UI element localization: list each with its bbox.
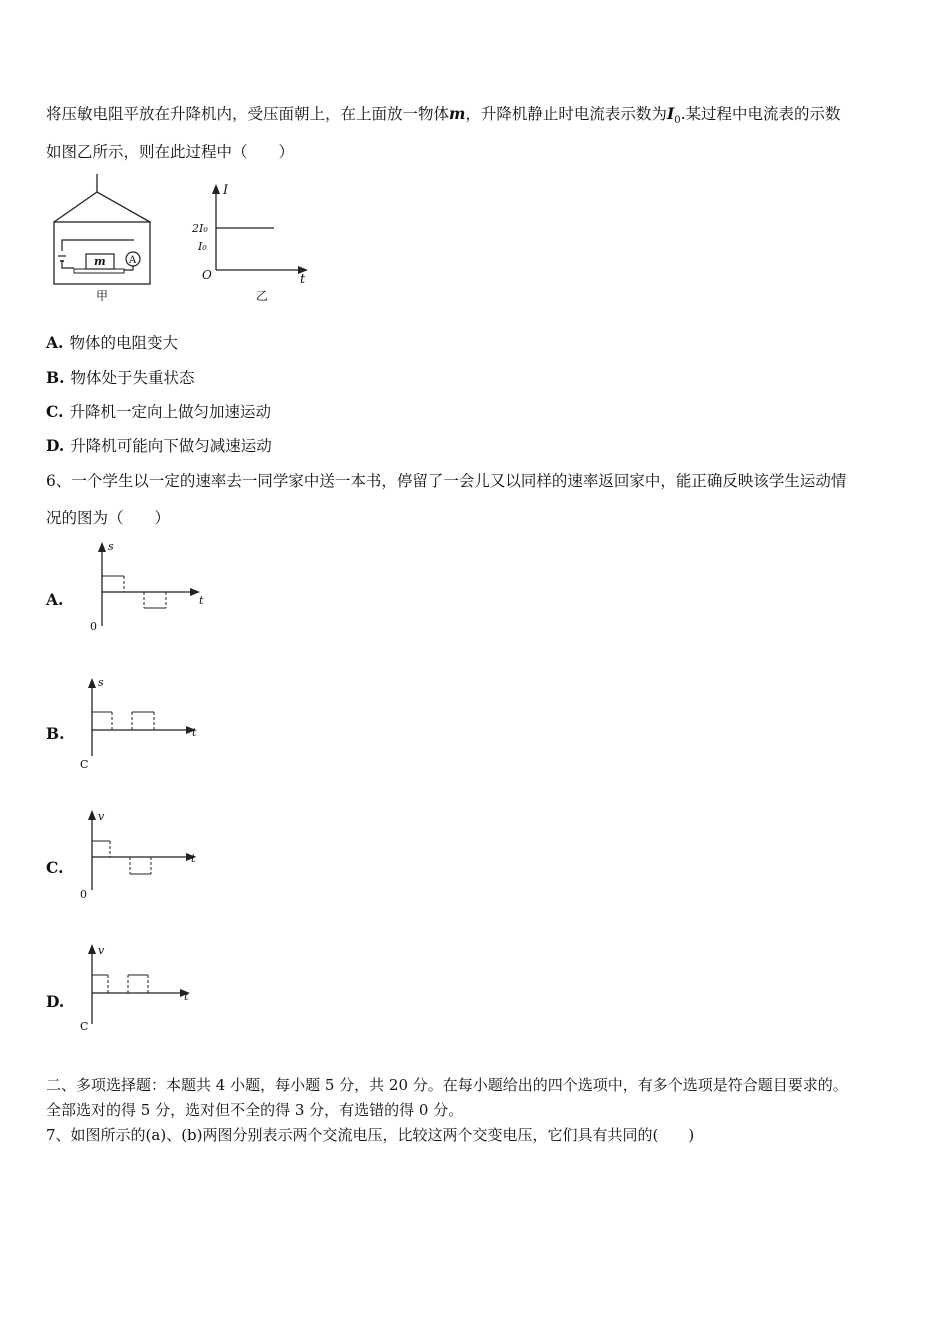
- q6-stem-line2: 况的图为（ ）: [46, 509, 171, 527]
- q6-graph-d: [76, 940, 201, 1040]
- y-axis-label: s: [98, 676, 104, 689]
- origin-label: C: [80, 1020, 89, 1033]
- x-axis-label: t: [191, 852, 196, 865]
- y-axis-label: v: [98, 810, 105, 823]
- caption-yi: 乙: [256, 289, 269, 303]
- q6-graph-c: [76, 806, 201, 906]
- y-axis-label: v: [98, 944, 105, 957]
- q5-stem-line2: 如图乙所示，则在此过程中（ ）: [46, 143, 295, 161]
- section2-line2: 全部选对的得 5 分，选对但不全的得 3 分，有选错的得 0 分。: [46, 1101, 464, 1119]
- mass-label: m: [94, 255, 106, 268]
- x-axis-label: t: [192, 726, 197, 739]
- q6-stem-line1: 6、一个学生以一定的速率去一同学家中送一本书，停留了一会儿又以同样的速率返回家中，能正确反映该学生运动情: [46, 472, 847, 490]
- x-axis-label: t: [199, 594, 204, 607]
- origin-label: O: [202, 268, 212, 282]
- section2-line1: 二、多项选择题：本题共 4 小题，每小题 5 分，共 20 分。在每小题给出的四个选项中，有多个选项是符合题目要求的。: [46, 1076, 848, 1094]
- tick-i0: I₀: [198, 240, 207, 253]
- q5-option-a[interactable]: A. 物体的电阻变大: [46, 333, 178, 352]
- x-axis-label: t: [300, 272, 306, 287]
- q6-graph-b: [76, 674, 201, 774]
- q6-option-d[interactable]: D.: [46, 992, 65, 1011]
- figure-yi: [188, 180, 313, 304]
- tick-2i0: 2I₀: [192, 222, 208, 235]
- origin-label: 0: [80, 888, 87, 901]
- y-axis-label: I: [223, 183, 229, 198]
- q5-stem-line1: 将压敏电阻平放在升降机内，受压面朝上，在上面放一物体m，升降机静止时电流表示数为$I_0$.某过程中电流表的示数: [46, 104, 841, 127]
- q5-option-b[interactable]: B. 物体处于失重状态: [46, 368, 195, 387]
- q5-option-c[interactable]: C. 升降机一定向上做匀加速运动: [46, 402, 271, 421]
- q6-option-c[interactable]: C.: [46, 858, 64, 877]
- q6-graph-a: [86, 538, 211, 638]
- q5-option-d[interactable]: D. 升降机可能向下做匀减速运动: [46, 436, 272, 455]
- origin-label: C: [80, 758, 89, 771]
- y-axis-label: s: [108, 540, 114, 553]
- ammeter-label: A: [129, 255, 137, 266]
- figure-jia: [46, 172, 164, 304]
- q6-option-b[interactable]: B.: [46, 724, 65, 743]
- caption-jia: 甲: [96, 289, 109, 303]
- q6-option-a[interactable]: A.: [46, 590, 64, 609]
- q7-stem: 7、如图所示的(a)、(b)两图分别表示两个交流电压，比较这两个交变电压，它们具有共同的( ): [46, 1126, 695, 1144]
- origin-label: 0: [90, 620, 97, 633]
- x-axis-label: t: [184, 990, 189, 1003]
